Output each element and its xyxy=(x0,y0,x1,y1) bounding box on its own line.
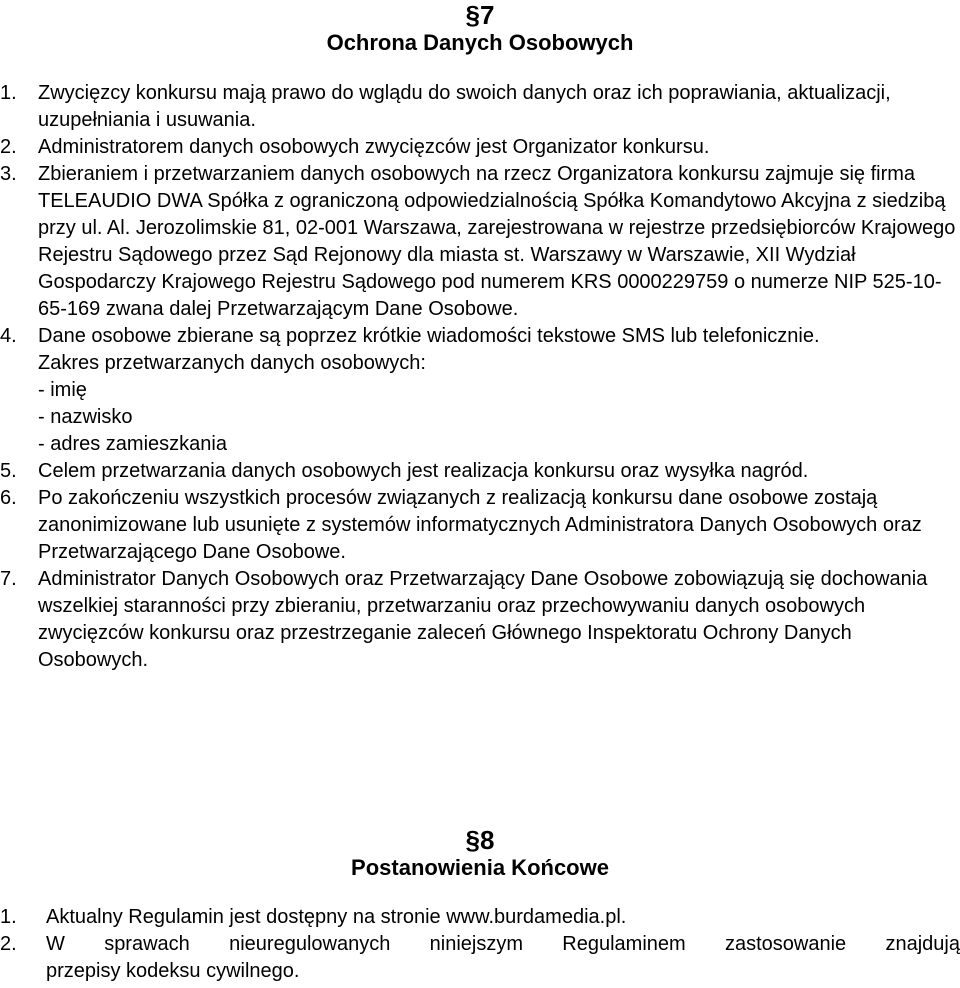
item-number: 2. xyxy=(0,933,17,955)
item-text: Po zakończeniu wszystkich procesów związanych z realizacją konkursu dane osobowe zostają zanonimizowane lub usunięte z systemów informatycznych Administratora Danych Osobowych oraz Przetwarzającego Dane Osobowe. xyxy=(38,487,922,563)
section-7-item-7 xyxy=(0,566,960,674)
item-text: Zwycięzcy konkursu mają prawo do wglądu do swoich danych oraz ich poprawiania, aktualizacji, uzupełniania i usuwania. xyxy=(38,82,891,131)
item-number: 3. xyxy=(0,163,17,185)
section-8-item-2 xyxy=(0,931,960,985)
section-8-item-1 xyxy=(0,904,960,931)
item-text-line-2: przepisy kodeksu cywilnego. xyxy=(46,960,300,982)
item-text: Administratorem danych osobowych zwycięzców jest Organizator konkursu. xyxy=(38,136,710,158)
item-text-line-1: W sprawach nieuregulowanych niniejszym Regulaminem zastosowanie znajdują xyxy=(46,933,960,955)
item-text: Zbieraniem i przetwarzaniem danych osobowych na rzecz Organizatora konkursu zajmuje się firma TELEAUDIO DWA Spółka z ograniczoną odpowiedzialnością Spółka Komandytowo Akcyjna z siedzibą przy ul. Al. Jerozolimskie 81, 02-001 Warszawa, zarejestrowana w rejestrze przedsiębiorców Krajowego Rejestru Sądowego przez Sąd Rejonowy dla miasta st. Warszawy w Warszawie, XII Wydział Gospodarczy Krajowego Rejestru Sądowego pod numerem KRS 0000229759 o numerze NIP 525-10-65-169 zwana dalej Przetwarzającym Dane Osobowe. xyxy=(38,163,956,320)
section-7-item-5 xyxy=(0,458,960,485)
section-7-heading xyxy=(0,2,960,56)
section-8-list xyxy=(0,904,960,985)
sub-list-item: - nazwisko xyxy=(38,406,133,428)
section-7-symbol: §7 xyxy=(465,0,495,30)
item-number: 5. xyxy=(0,460,17,482)
item-number: 4. xyxy=(0,325,17,347)
section-7-item-2 xyxy=(0,134,960,161)
sub-list-item: - adres zamieszkania xyxy=(38,433,227,455)
section-8-heading xyxy=(0,827,960,881)
item-number: 2. xyxy=(0,136,17,158)
item-number: 6. xyxy=(0,487,17,509)
section-7-item-1 xyxy=(0,80,960,134)
item-text: Dane osobowe zbierane są poprzez krótkie wiadomości tekstowe SMS lub telefonicznie. xyxy=(38,325,820,347)
section-7-title: Ochrona Danych Osobowych xyxy=(326,30,634,55)
section-7-list xyxy=(0,80,960,674)
item-number: 1. xyxy=(0,906,17,928)
section-8-title: Postanowienia Końcowe xyxy=(351,855,609,880)
section-8-symbol: §8 xyxy=(465,825,495,855)
sub-list-intro: Zakres przetwarzanych danych osobowych: xyxy=(38,352,426,374)
item-number: 1. xyxy=(0,82,17,104)
section-7-item-4 xyxy=(0,323,960,458)
section-7-item-3 xyxy=(0,161,960,323)
section-7-item-6 xyxy=(0,485,960,566)
item-text: Celem przetwarzania danych osobowych jest realizacja konkursu oraz wysyłka nagród. xyxy=(38,460,809,482)
sub-list-item: - imię xyxy=(38,379,87,401)
item-number: 7. xyxy=(0,568,17,590)
item-text: Administrator Danych Osobowych oraz Przetwarzający Dane Osobowe zobowiązują się dochowania wszelkiej staranności przy zbieraniu, przetwarzaniu oraz przechowywaniu danych osobowych zwycięzców konkursu oraz przestrzeganie zaleceń Głównego Inspektoratu Ochrony Danych Osobowych. xyxy=(38,568,928,671)
item-text: Aktualny Regulamin jest dostępny na stronie www.burdamedia.pl. xyxy=(46,906,627,928)
